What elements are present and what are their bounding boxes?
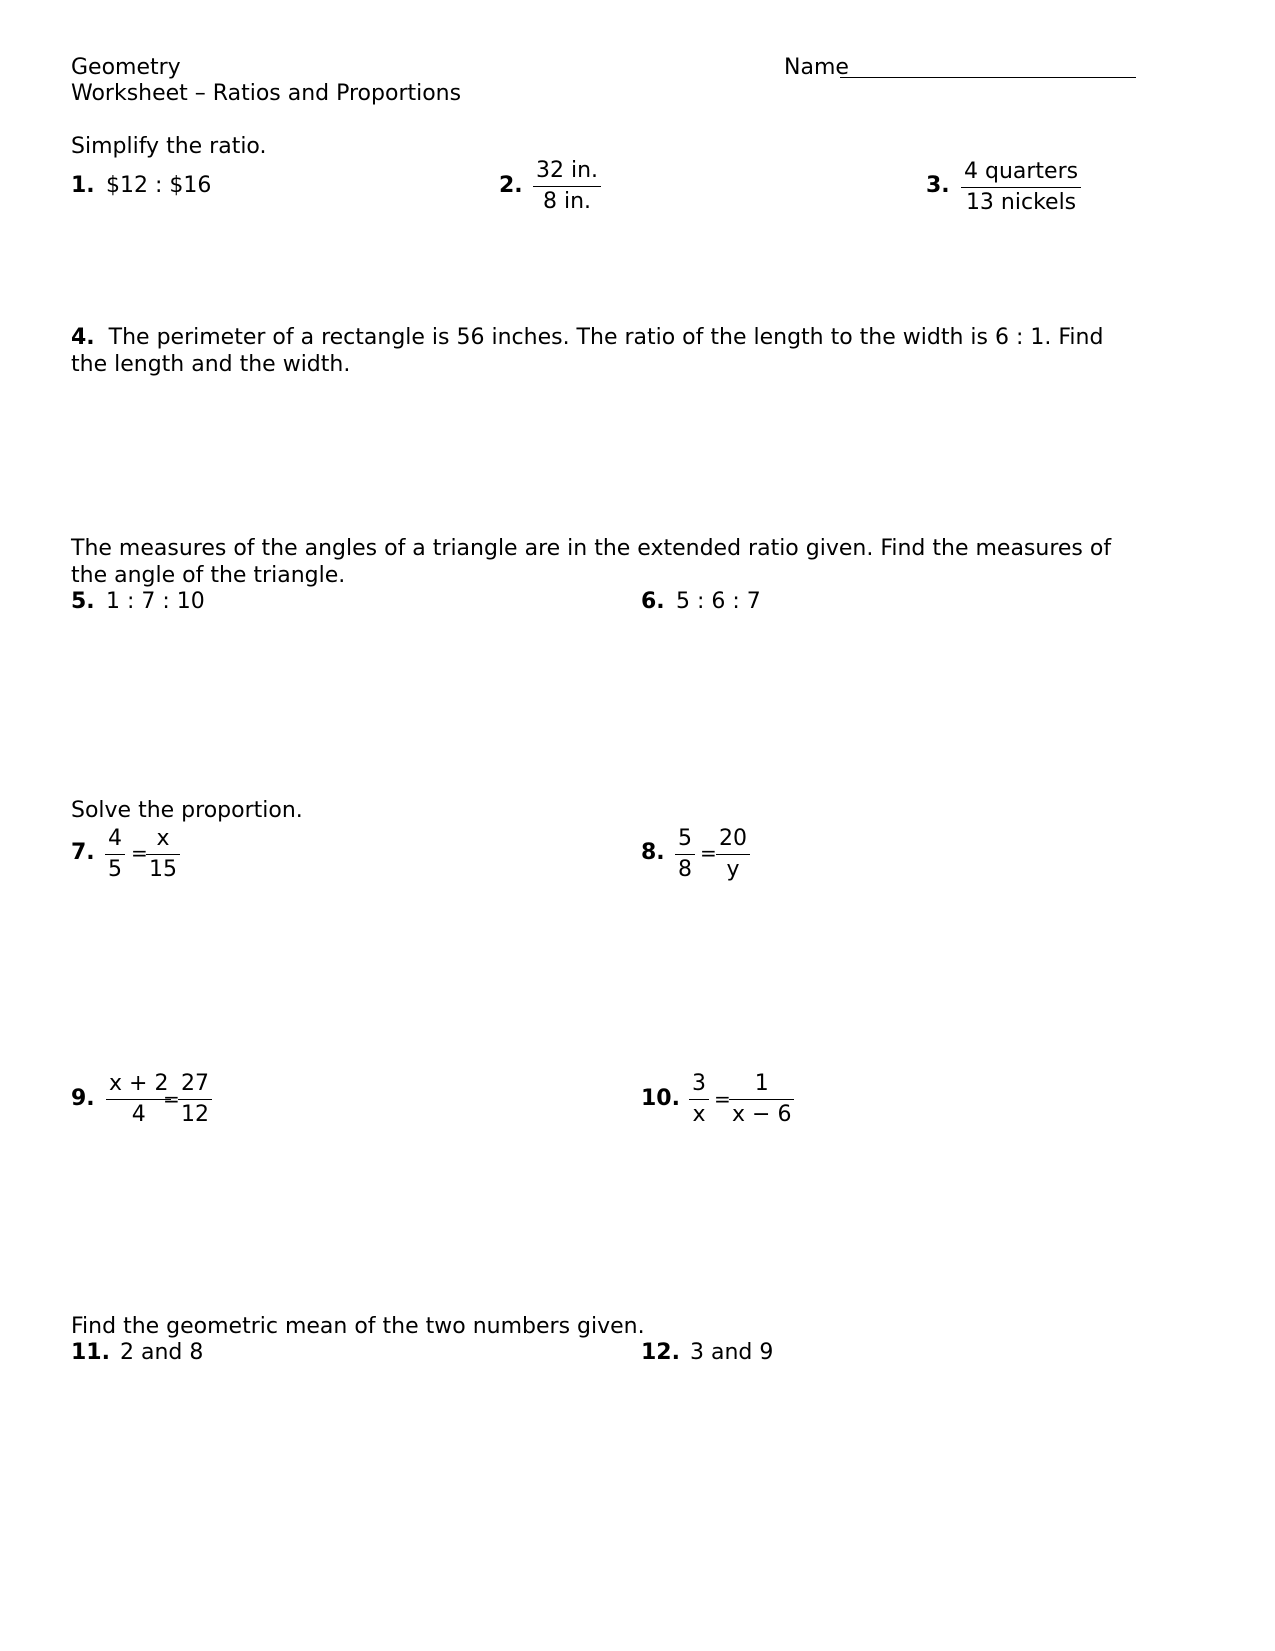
fraction-denominator: 8 <box>678 857 692 882</box>
problem-number: 5. <box>71 589 95 614</box>
fraction-numerator: 20 <box>719 826 747 851</box>
worksheet-title: Worksheet – Ratios and Proportions <box>71 81 462 106</box>
problem-2-fraction <box>533 160 601 213</box>
fraction-bar <box>146 854 180 855</box>
problem-9-right-fraction <box>178 1073 212 1126</box>
problem-6-ratio: 5 : 6 : 7 <box>676 589 761 614</box>
problem-5-ratio: 1 : 7 : 10 <box>106 589 205 614</box>
problem-8-right-fraction <box>716 828 750 881</box>
problem-1-ratio: $12 : $16 <box>106 173 212 198</box>
equals-sign: = <box>714 1087 731 1111</box>
fraction-denominator: x <box>692 1102 706 1127</box>
problem-number: 12. <box>641 1340 680 1365</box>
fraction-denominator: 5 <box>108 857 122 882</box>
equals-sign: = <box>163 1087 180 1111</box>
fraction-bar <box>178 1099 212 1100</box>
fraction-denominator: 12 <box>181 1102 209 1127</box>
fraction-bar <box>675 854 695 855</box>
problem-number: 4. <box>71 325 95 350</box>
problem-7-left-fraction <box>105 828 125 881</box>
problem-number: 6. <box>641 589 665 614</box>
problem-4-text: The perimeter of a rectangle is 56 inches. The ratio of the length to the width is 6 : 1. Find the length and the width. <box>71 325 1104 377</box>
problem-11-text: 2 and 8 <box>120 1340 204 1365</box>
fraction-bar <box>689 1099 709 1100</box>
name-field-line[interactable] <box>840 58 1136 78</box>
problem-number: 8. <box>641 840 665 865</box>
fraction-denominator: y <box>726 857 740 882</box>
equals-sign: = <box>700 841 717 865</box>
triangle-instruction: The measures of the angles of a triangle are in the extended ratio given. Find the measures of the angle of the triangle. <box>71 536 1112 588</box>
fraction-bar <box>105 854 125 855</box>
fraction-bar <box>716 854 750 855</box>
problem-number: 10. <box>641 1086 680 1111</box>
fraction-numerator: x + 2 <box>109 1071 169 1096</box>
problem-number: 1. <box>71 173 95 198</box>
course-title: Geometry <box>71 55 181 80</box>
problem-number: 2. <box>499 173 523 198</box>
fraction-denominator: 4 <box>131 1102 146 1127</box>
problem-7-right-fraction <box>146 828 180 881</box>
fraction-denominator: 8 in. <box>543 189 592 214</box>
fraction-bar <box>106 1099 171 1100</box>
equals-sign: = <box>131 841 148 865</box>
fraction-numerator: 4 quarters <box>964 159 1079 184</box>
proportion-instruction: Solve the proportion. <box>71 798 303 823</box>
problem-number: 9. <box>71 1086 95 1111</box>
fraction-bar <box>533 186 601 187</box>
fraction-numerator: x <box>156 826 170 851</box>
problem-10-right-fraction <box>729 1073 794 1126</box>
name-label: Name <box>784 55 849 80</box>
problem-4 <box>71 324 1131 378</box>
problem-12-text: 3 and 9 <box>690 1340 774 1365</box>
fraction-denominator: 13 nickels <box>965 190 1077 215</box>
problem-3-fraction <box>961 161 1081 214</box>
fraction-numerator: 27 <box>181 1071 209 1096</box>
problem-9-left-fraction <box>106 1073 171 1126</box>
fraction-denominator: 15 <box>149 857 177 882</box>
fraction-numerator: 3 <box>692 1071 706 1096</box>
problem-number: 3. <box>926 173 950 198</box>
problem-number: 11. <box>71 1340 110 1365</box>
fraction-numerator: 32 in. <box>536 158 599 183</box>
problem-number: 7. <box>71 840 95 865</box>
fraction-bar <box>961 187 1081 188</box>
geomean-instruction: Find the geometric mean of the two numbers given. <box>71 1314 645 1339</box>
fraction-numerator: 4 <box>108 826 122 851</box>
fraction-denominator: x − 6 <box>732 1102 792 1127</box>
problem-10-left-fraction <box>689 1073 709 1126</box>
fraction-bar <box>729 1099 794 1100</box>
simplify-instruction: Simplify the ratio. <box>71 134 267 159</box>
fraction-numerator: 5 <box>678 826 692 851</box>
fraction-numerator: 1 <box>754 1071 769 1096</box>
problem-8-left-fraction <box>675 828 695 881</box>
